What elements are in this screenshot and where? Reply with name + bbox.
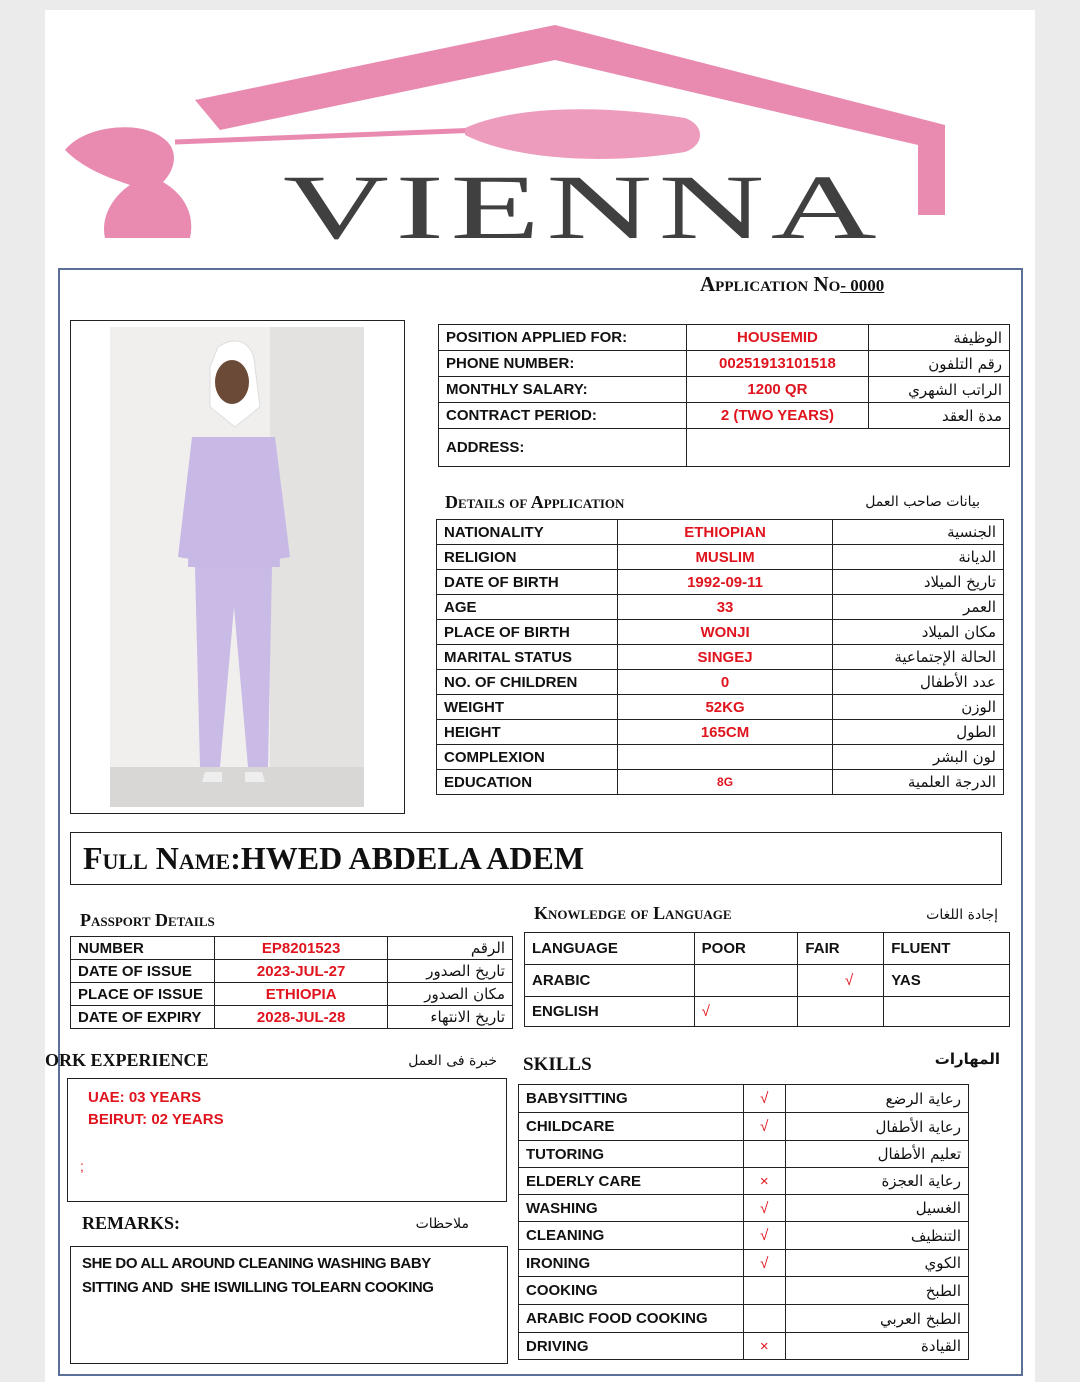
age-label: AGE — [437, 595, 618, 620]
skill-name: BABYSITTING — [519, 1085, 744, 1113]
children-value: 0 — [617, 670, 832, 695]
english-poor: √ — [694, 997, 798, 1027]
experience-extra: ; — [80, 1158, 84, 1174]
table-row — [439, 351, 1010, 377]
height-value: 165CM — [617, 720, 832, 745]
details-table — [436, 519, 1004, 795]
table-row — [519, 1195, 969, 1222]
full-name — [83, 840, 584, 877]
application-label: Application No — [700, 272, 841, 296]
skill-name-ar: الكوي — [785, 1250, 968, 1277]
skill-mark: × — [743, 1333, 785, 1360]
issue-place-label: PLACE OF ISSUE — [71, 983, 215, 1006]
religion-value: MUSLIM — [617, 545, 832, 570]
weight-label: WEIGHT — [437, 695, 618, 720]
table-row — [437, 570, 1004, 595]
table-row — [439, 377, 1010, 403]
pob-value: WONJI — [617, 620, 832, 645]
fair-header: FAIR — [798, 933, 884, 965]
height-label-ar: الطول — [833, 720, 1004, 745]
remarks-text-1: SHE DO ALL AROUND CLEANING WASHING BABY — [82, 1255, 431, 1272]
table-row — [71, 960, 513, 983]
pob-label: PLACE OF BIRTH — [437, 620, 618, 645]
arabic-label: ARABIC — [525, 965, 695, 997]
contract-label: CONTRACT PERIOD: — [439, 403, 687, 429]
language-heading: Knowledge of Language — [534, 903, 732, 923]
table-row — [519, 1085, 969, 1113]
religion-label: RELIGION — [437, 545, 618, 570]
experience-line-2: BEIRUT: 02 YEARS — [88, 1111, 224, 1128]
expiry-date-value: 2028-JUL-28 — [214, 1006, 387, 1029]
skill-mark: × — [743, 1168, 785, 1195]
weight-value: 52KG — [617, 695, 832, 720]
position-table — [438, 324, 1010, 467]
woman-silhouette — [65, 127, 191, 238]
table-row — [439, 403, 1010, 429]
fluent-header: FLUENT — [884, 933, 1010, 965]
application-number — [700, 272, 884, 297]
age-value: 33 — [617, 595, 832, 620]
skill-name: COOKING — [519, 1277, 744, 1305]
skill-name: CLEANING — [519, 1222, 744, 1250]
brand-wordmark: VIENNA — [283, 156, 883, 258]
passport-number-value: EP8201523 — [214, 937, 387, 960]
table-row — [525, 997, 1010, 1027]
education-value: 8G — [617, 770, 832, 795]
language-heading-ar: إجادة اللغات — [926, 907, 998, 923]
skills-table — [518, 1084, 969, 1360]
skill-mark: √ — [743, 1222, 785, 1250]
table-row — [439, 325, 1010, 351]
skill-name-ar: تعليم الأطفال — [785, 1141, 968, 1168]
table-row — [437, 695, 1004, 720]
marital-value: SINGEJ — [617, 645, 832, 670]
religion-label-ar: الديانة — [833, 545, 1004, 570]
children-label: NO. OF CHILDREN — [437, 670, 618, 695]
table-row — [437, 545, 1004, 570]
skill-name: DRIVING — [519, 1333, 744, 1360]
skill-name: ARABIC FOOD COOKING — [519, 1305, 744, 1333]
table-row — [519, 1113, 969, 1141]
table-row — [525, 965, 1010, 997]
issue-date-label-ar: تاريخ الصدور — [388, 960, 513, 983]
complexion-label: COMPLEXION — [437, 745, 618, 770]
position-label-ar: الوظيفة — [869, 325, 1010, 351]
salary-label: MONTHLY SALARY: — [439, 377, 687, 403]
dob-label-ar: تاريخ الميلاد — [833, 570, 1004, 595]
table-row — [519, 1222, 969, 1250]
skill-mark — [743, 1305, 785, 1333]
expiry-date-label-ar: تاريخ الانتهاء — [388, 1006, 513, 1029]
nationality-label: NATIONALITY — [437, 520, 618, 545]
language-header: LANGUAGE — [525, 933, 695, 965]
phone-label: PHONE NUMBER: — [439, 351, 687, 377]
table-row — [71, 937, 513, 960]
issue-date-value: 2023-JUL-27 — [214, 960, 387, 983]
application-value: - 0000 — [840, 276, 885, 295]
skill-name-ar: القيادة — [785, 1333, 968, 1360]
children-label-ar: عدد الأطفال — [833, 670, 1004, 695]
skill-name: CHILDCARE — [519, 1113, 744, 1141]
skill-mark — [743, 1277, 785, 1305]
skill-name-ar: الطبخ — [785, 1277, 968, 1305]
table-row — [71, 983, 513, 1006]
issue-date-label: DATE OF ISSUE — [71, 960, 215, 983]
arabic-poor — [694, 965, 798, 997]
remarks-heading: REMARKS: — [82, 1213, 180, 1233]
table-row — [519, 1168, 969, 1195]
skill-mark: √ — [743, 1113, 785, 1141]
english-label: ENGLISH — [525, 997, 695, 1027]
skill-name: IRONING — [519, 1250, 744, 1277]
table-row — [519, 1250, 969, 1277]
weight-label-ar: الوزن — [833, 695, 1004, 720]
position-value: HOUSEMID — [686, 325, 869, 351]
experience-line-1: UAE: 03 YEARS — [88, 1089, 202, 1106]
complexion-label-ar: لون البشر — [833, 745, 1004, 770]
table-row — [437, 595, 1004, 620]
marital-label-ar: الحالة الإجتماعية — [833, 645, 1004, 670]
skill-mark — [743, 1141, 785, 1168]
skill-name-ar: الغسيل — [785, 1195, 968, 1222]
contract-value: 2 (TWO YEARS) — [686, 403, 869, 429]
education-label: EDUCATION — [437, 770, 618, 795]
salary-value: 1200 QR — [686, 377, 869, 403]
remarks-text-2: SITTING AND SHE ISWILLING TOLEARN COOKING — [82, 1279, 434, 1296]
passport-heading: Passport Details — [80, 910, 215, 930]
table-row — [519, 1141, 969, 1168]
applicant-photo — [110, 327, 364, 807]
passport-number-label-ar: الرقم — [388, 937, 513, 960]
pob-label-ar: مكان الميلاد — [833, 620, 1004, 645]
height-label: HEIGHT — [437, 720, 618, 745]
skills-heading: SKILLS — [523, 1054, 592, 1075]
document-page — [45, 10, 1035, 1382]
skill-mark: √ — [743, 1250, 785, 1277]
salary-label-ar: الراتب الشهري — [869, 377, 1010, 403]
dob-value: 1992-09-11 — [617, 570, 832, 595]
broom-head — [465, 109, 700, 159]
passport-number-label: NUMBER — [71, 937, 215, 960]
table-row — [71, 1006, 513, 1029]
skill-name-ar: الطبخ العربي — [785, 1305, 968, 1333]
details-heading: Details of Application — [445, 492, 625, 512]
table-row — [519, 1333, 969, 1360]
table-row — [525, 933, 1010, 965]
poor-header: POOR — [694, 933, 798, 965]
nationality-label-ar: الجنسية — [833, 520, 1004, 545]
table-row — [519, 1305, 969, 1333]
details-heading-ar: بيانات صاحب العمل — [865, 494, 980, 510]
skill-name-ar: التنظيف — [785, 1222, 968, 1250]
address-value — [686, 429, 1009, 467]
table-row — [437, 770, 1004, 795]
skills-heading-ar: المهارات — [934, 1050, 1000, 1068]
vienna-logo — [45, 10, 1035, 260]
table-row — [437, 670, 1004, 695]
phone-label-ar: رقم التلفون — [869, 351, 1010, 377]
experience-heading: ORK EXPERIENCE — [45, 1050, 209, 1070]
table-row — [439, 429, 1010, 467]
skill-mark: √ — [743, 1085, 785, 1113]
passport-table — [70, 936, 513, 1029]
nationality-value: ETHIOPIAN — [617, 520, 832, 545]
language-table — [524, 932, 1010, 1027]
table-row — [519, 1277, 969, 1305]
contract-label-ar: مدة العقد — [869, 403, 1010, 429]
address-label: ADDRESS: — [439, 429, 687, 467]
issue-place-label-ar: مكان الصدور — [388, 983, 513, 1006]
table-row — [437, 520, 1004, 545]
skill-name: WASHING — [519, 1195, 744, 1222]
english-fluent — [884, 997, 1010, 1027]
issue-place-value: ETHIOPIA — [214, 983, 387, 1006]
table-row — [437, 720, 1004, 745]
phone-value: 00251913101518 — [686, 351, 869, 377]
broom-handle — [175, 130, 480, 142]
marital-label: MARITAL STATUS — [437, 645, 618, 670]
skill-name-ar: رعاية الرضع — [785, 1085, 968, 1113]
skill-name-ar: رعاية الأطفال — [785, 1113, 968, 1141]
skill-mark: √ — [743, 1195, 785, 1222]
skill-name-ar: رعاية العجزة — [785, 1168, 968, 1195]
table-row — [437, 645, 1004, 670]
education-label-ar: الدرجة العلمية — [833, 770, 1004, 795]
arabic-fluent: YAS — [884, 965, 1010, 997]
complexion-value — [617, 745, 832, 770]
table-row — [437, 745, 1004, 770]
skill-name: ELDERLY CARE — [519, 1168, 744, 1195]
full-name-label: Full Name: — [83, 840, 241, 876]
age-label-ar: العمر — [833, 595, 1004, 620]
position-label: POSITION APPLIED FOR: — [439, 325, 687, 351]
expiry-date-label: DATE OF EXPIRY — [71, 1006, 215, 1029]
full-name-value: HWED ABDELA ADEM — [240, 840, 585, 876]
english-fair — [798, 997, 884, 1027]
remarks-heading-ar: ملاحظات — [415, 1216, 469, 1232]
experience-heading-ar: خبرة فى العمل — [408, 1053, 497, 1069]
arabic-fair: √ — [798, 965, 884, 997]
skill-name: TUTORING — [519, 1141, 744, 1168]
dob-label: DATE OF BIRTH — [437, 570, 618, 595]
table-row — [437, 620, 1004, 645]
